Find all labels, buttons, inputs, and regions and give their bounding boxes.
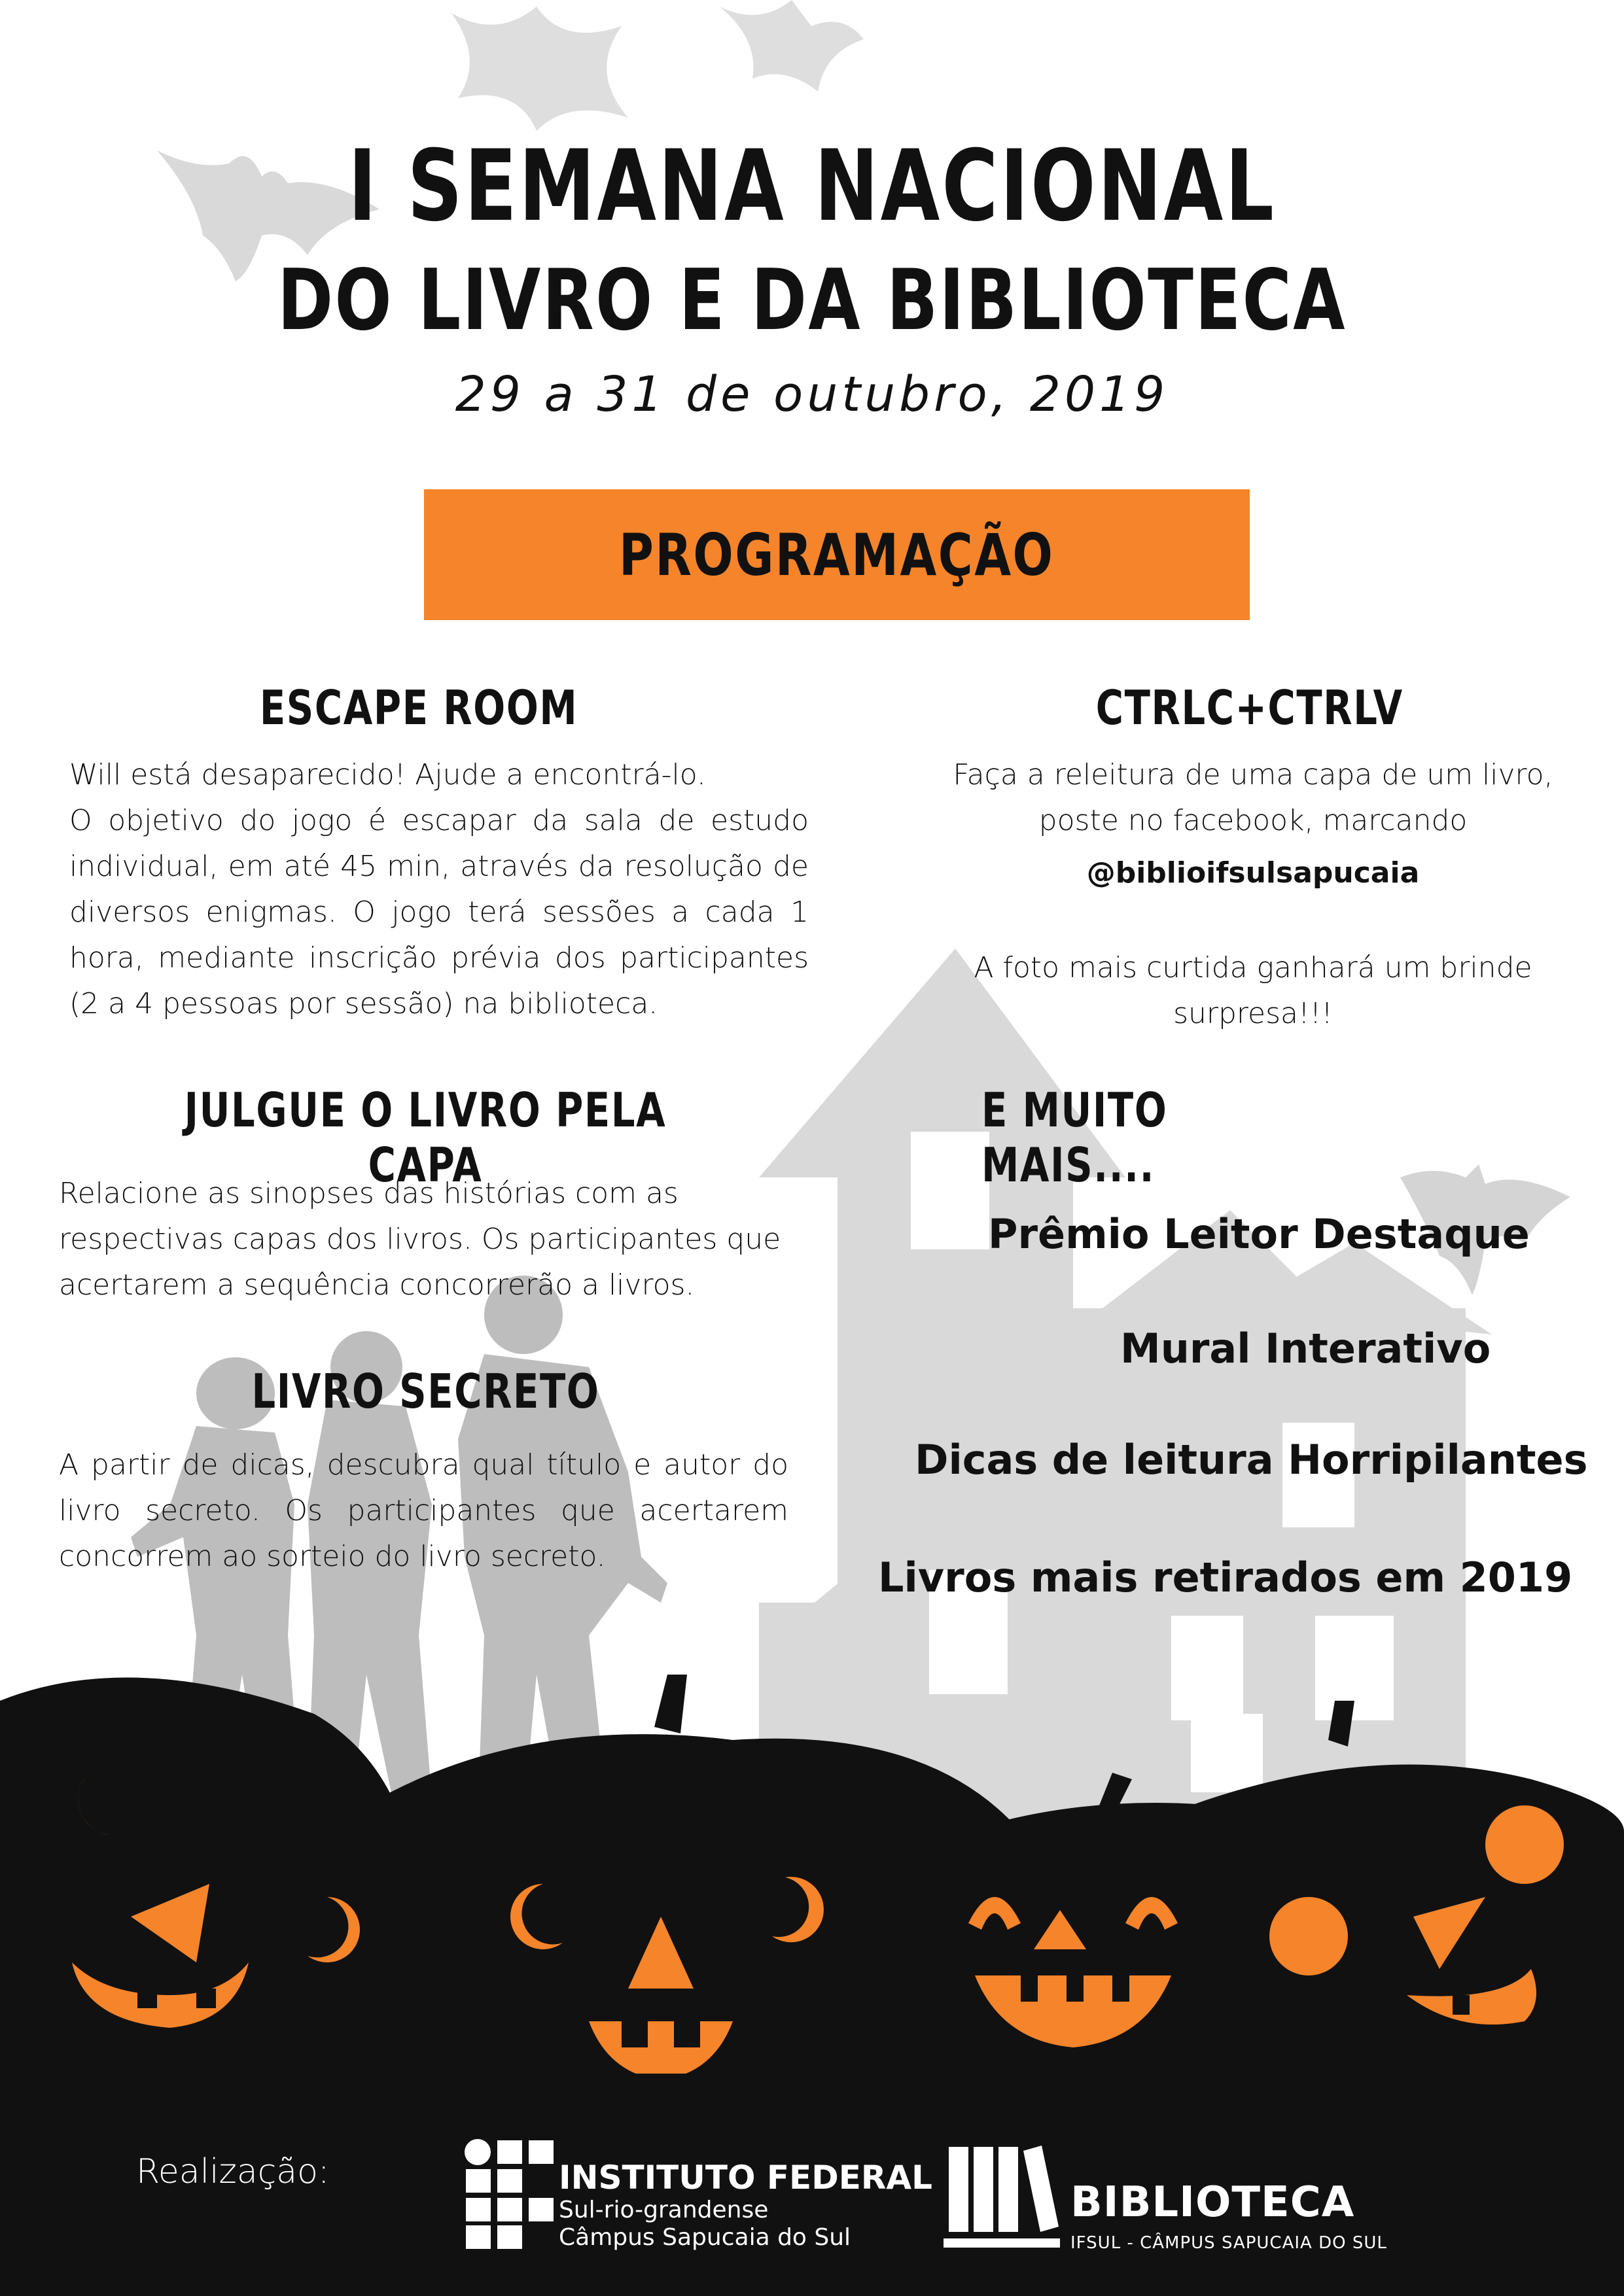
instituto-federal-sub1: Sul-rio-grandense — [559, 2197, 769, 2223]
event-date: 29 a 31 de outubro, 2019 — [455, 366, 1169, 423]
biblioteca-name: BIBLIOTECA — [1070, 2178, 1355, 2227]
ctrlc-text: Faça a releitura de uma capa de um livro, poste no facebook, marcando — [953, 758, 1553, 837]
biblioteca-sub: IFSUL - CÂMPUS SAPUCAIA DO SUL — [1070, 2233, 1387, 2253]
instituto-federal-sub2: Câmpus Sapucaia do Sul — [559, 2224, 851, 2251]
realizacao-label: Realização: — [136, 2152, 330, 2191]
julgue-text: Relacione as sinopses das histórias com as respectivas capas dos livros. Os participantes que acertarem a sequência concorrerão a livros. — [59, 1177, 781, 1302]
instituto-federal-name: INSTITUTO FEDERAL — [559, 2159, 932, 2197]
facebook-handle: @biblioifsulsapucaia — [1086, 856, 1420, 890]
escape-room-heading: ESCAPE ROOM — [259, 680, 578, 735]
more-item-livros: Livros mais retirados em 2019 — [878, 1554, 1573, 1601]
event-title-line2: DO LIVRO E DA BIBLIOTECA — [277, 252, 1347, 349]
title-block — [0, 131, 1624, 423]
livro-secreto-heading: LIVRO SECRETO — [251, 1364, 599, 1419]
more-item-dicas: Dicas de leitura Horripilantes — [915, 1436, 1588, 1484]
escape-room-text: Will está desaparecido! Ajude a encontrá-lo. O objetivo do jogo é escapar da sala de estudo individual, em até 45 min, através da resolução de diversos enigmas. O jogo terá sessões a cada 1 hora, mediante inscrição prévia dos participantes (2 a 4 pessoas por sessão) na biblioteca. — [69, 758, 809, 1020]
instituto-federal-logo-icon — [463, 2138, 560, 2250]
livro-secreto-text: A partir de dicas, descubra qual título e autor do livro secreto. Os participantes que acertarem concorrem ao sorteio do livro secreto. — [59, 1448, 788, 1573]
biblioteca-logo-icon — [944, 2140, 1060, 2253]
bat-icon — [720, 0, 864, 92]
event-title-line1: I SEMANA NACIONAL — [347, 130, 1277, 243]
ctrlc-heading: CTRLC+CTRLV — [1095, 680, 1404, 735]
programacao-banner — [424, 489, 1250, 620]
banner-label: PROGRAMAÇÃO — [619, 521, 1055, 589]
julgue-heading: JULGUE O LIVRO PELA CAPA — [184, 1083, 667, 1192]
more-item-premio: Prêmio Leitor Destaque — [988, 1210, 1530, 1258]
more-item-mural: Mural Interativo — [1120, 1325, 1491, 1372]
muito-mais-heading: E MUITO MAIS.... — [981, 1083, 1168, 1192]
ctrlc-prize-text: A foto mais curtida ganhará um brinde surpresa!!! — [974, 951, 1532, 1030]
bat-icon — [451, 7, 628, 131]
